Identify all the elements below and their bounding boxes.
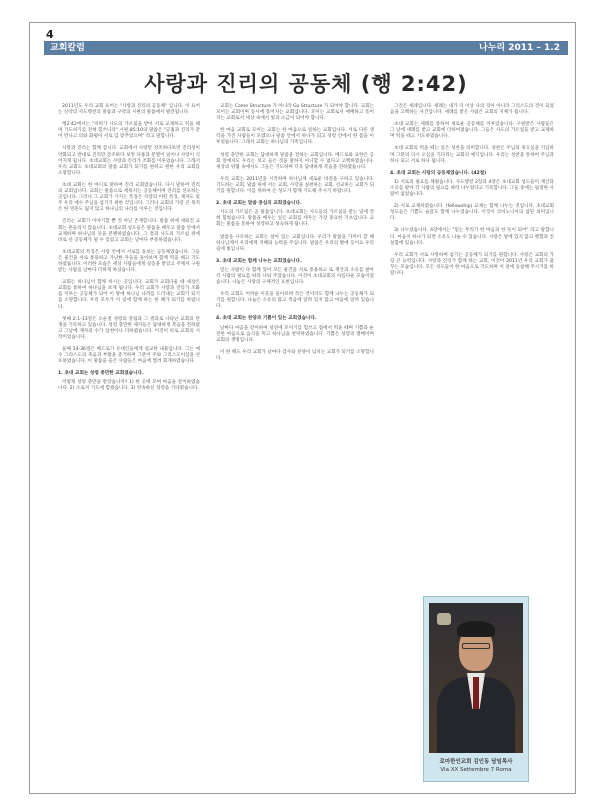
body-paragraph: 믿는 사람이 다 함께 있어 모든 물건을 서로 통용하고 또 재산과 소유를 팔아 각 사람의 필요를 따라 나눠 주었습니다. 이것이 초대교회의 아름다운 모습이었습니다. 나눔은 사랑의 구체적인 표현입니다. xyxy=(216,267,374,286)
body-paragraph: 말씀을 사모하는 교회는 살아 있는 교회입니다. 우리가 말씀을 가까이 할 때 하나님께서 우리에게 지혜와 능력을 주십니다. 말씀은 우리의 발에 등이요 우리 길에 빛입니다. xyxy=(216,234,374,252)
body-paragraph: 행2:42에서는 "저희가 사도의 가르침을 받아 서로 교제하고 떡을 떼며 기도하기를 전혀 힘쓰니라" 시편 85:10의 말씀은 "긍휼과 진리가 같이 만나고 의와 화평이 서로 입 맞추었으며" 라고 말합니다. xyxy=(58,122,200,140)
article-column-1 xyxy=(58,104,200,774)
section-heading: 4. 초대 교회는 찬양과 기쁨이 있는 교회였습니다. xyxy=(216,316,317,322)
body-paragraph: 초대 교회는 한 마디로 말하여 진리 교회였습니다. 다시 말하여 진리의 교회입니다. 교회는 말씀으로 세워지는 공동체이며 진리를 선포하는 곳입니다. 그러나 그 교회가 가지는 특징은 사랑의 어떤 특징, 제자도 및 주 우리 예수 주님을 섬기기 위한 것입니다. 그러나 교회의 가장 큰 목적은 한 영혼도 잃지 않고 하나님의 나라를 이루는 것입니다. xyxy=(58,182,200,213)
body-paragraph: 진리는 교회가 이야기할 뿐 것 아닌 존재합니다. 말씀 위에 세워진 교회는 흔들리지 않습니다. 초대교회 성도들은 말씀을 배우고 말씀 안에서 교제하며 하나님의 뜻을 분별하였습니다. 그 결과 사도의 가르침 위에 바로 선 공동체가 될 수 있었고 교회는 날마다 부흥하였습니다. xyxy=(58,219,200,243)
body-paragraph: 3) 나누었습니다. 4장에서는 "믿는 무리가 한 마음과 한 뜻이 되어" 라고 말합니다. 마음이 하나가 되면 소유도 나눌 수 있습니다. 사랑은 말에 있지 않고 행함과 진실함에 있습니다. xyxy=(390,228,554,246)
body-paragraph: 어떻게 성령 충만을 받았습니까? 1) 한 곳에 모여 마음을 같이하였습니다. 2) 오로지 기도에 힘썼습니다. 3) 약속하신 성령을 기다렸습니다. xyxy=(58,380,200,392)
article-column-2 xyxy=(216,104,374,774)
pastor-photo xyxy=(429,603,523,753)
section-heading: 2. 초대 교회는 말씀 중심의 교회였습니다. xyxy=(216,201,302,207)
pastor-photo-frame xyxy=(423,596,529,782)
section-heading: 3. 초대 교회는 함께 나누는 교회였습니다. xyxy=(216,258,302,264)
body-paragraph: 초대 교회의 떡을 떼는 일은 성찬을 의미합니다. 성찬은 주님의 죽으심을 기념하며 그분의 다시 오심을 기다리는 교회의 예식입니다. 우리는 성찬을 통하여 주님과 하나 되고 서로 하나 됩니다. xyxy=(390,146,554,164)
section-label: 교회칼럼 xyxy=(50,43,85,53)
photo-caption-name: 로마한인교회 김인동 담임목사 xyxy=(439,759,513,765)
body-paragraph: 1) 서로의 필요를 채웠습니다. 사도행전 2장과 4장은 초대교회 성도들이 재산과 소유를 팔아 각 사람의 필요를 따라 나누었다고 기록합니다. 그들 중에는 핍절한 사람이 없었습니다. xyxy=(390,179,554,198)
body-paragraph: 한 마음 교회로 모이는 교회는 한 마음으로 일하는 교회입니다. 서로 다른 생각을 가진 사람들이 모였으나 말씀 안에서 하나가 되고 성령 안에서 한 몸을 이루었습니다. 그래서 교회는 하나님의 가족입니다. xyxy=(216,128,374,146)
body-paragraph: 초대 교회는 세례를 통하여 새로운 공동체를 이루었습니다. 구원받은 사람들은 그 날에 세례를 받고 교회에 더하여졌습니다. 그들은 사도의 가르침을 받고 교제하며 떡을 떼고 기도하였습니다. xyxy=(390,122,554,140)
body-paragraph: 그것은 세례입니다. 세례는 내가 더 이상 나의 것이 아니라 그리스도의 것이 되었음을 고백하는 사건입니다. 세례를 받은 사람은 교회의 지체가 됩니다. xyxy=(390,104,554,116)
section-heading: 1. 초대 교회는 성령 충만한 교회였습니다. xyxy=(58,371,144,377)
body-paragraph: 교회는 하나님이 함께 하시는 곳입니다. 교회가 교회다울 때 세상은 교회를 통하여 하나님을 보게 됩니다. 우리 교회가 사랑과 진리가 조화를 이루는 공동체가 되어 이 땅에 하나님 나라를 드러내는 교회가 되기를 소망합니다. 우리 모두가 이 일에 함께 하는 한 해가 되기를 바랍니다. xyxy=(58,280,200,310)
body-paragraph: 우리 교회가 서로 사랑하며 섬기는 공동체가 되기를 원합니다. 사랑은 교회의 가장 큰 능력입니다. 사랑과 진리가 함께 하는 교회, 이것이 2011년 우리 교회가 꿈꾸는 모습입니다. 모든 성도들이 한 마음으로 기도하며 이 일에 동참해 주시기를 바랍니다. xyxy=(390,252,554,276)
body-paragraph: 날마다 마음을 같이하여 성전에 모이기를 힘쓰고 집에서 떡을 떼며 기쁨과 순전한 마음으로 음식을 먹고 하나님을 찬미하였습니다. 기쁨은 성령의 열매이며 교회의 생명입니다. xyxy=(216,325,374,343)
page-number: 4 xyxy=(46,28,54,41)
body-paragraph: 사랑과 진리는 함께 갑니다. 교회에서 사랑만 강조하다보면 진리성이 약화되고 반대로 진리만 강조하다 보면 다툼과 분열이 일어나 사랑이 식어지게 됩니다. 초대교회는 사랑과 진리가 조화를 이루었습니다. 그래서 우리 교회도 초대교회의 말씀 교회가 되기를 원하고 원한 우리 교회를 소망합니다. xyxy=(58,146,200,176)
body-paragraph: 2) 서로 교제하였습니다. (fellowship) 교제는 함께 나누는 것입니다. 초대교회 성도들은 기쁨도 슬픔도 함께 나누었습니다. 이것이 코이노니아의 참된 의미입니다. xyxy=(390,204,554,222)
body-paragraph: 성령 충만한 교회는 담대하게 말씀을 전하는 교회입니다. 베드로와 요한은 공회 앞에서도 우리는 보고 들은 것을 말하지 아니할 수 없다고 고백하였습니다. 세상의 위협 속에서도 그들은 기도하며 더욱 담대하게 복음을 전하였습니다. xyxy=(216,152,374,170)
body-paragraph: 우리 교회는 2011년을 시작하며 하나님께 새로운 비전을 구하고 있습니다. 기도하는 교회, 말씀 위에 서는 교회, 사랑을 실천하는 교회, 선교하는 교회가 되기를 원합니다. 이를 위하여 온 성도가 함께 기도해 주시기 바랍니다. xyxy=(216,176,375,195)
body-paragraph: 둘째 14-36절은 베드로가 유대인들에게 설교한 내용입니다. 그는 예수 그리스도의 죽음과 부활을 증거하며 그분이 주와 그리스도이심을 선포하였습니다. 이 말씀을 들은 사람들은 마음에 찔려 회개하였습니다. xyxy=(58,347,200,365)
body-paragraph: 2011년도 우리 교회 표어는 "사랑과 진리의 공동체" 입니다. 이 표어는 신약의 사도행전의 말씀과 구약의 시편의 말씀에서 발견됩니다. xyxy=(58,104,200,116)
section-heading: 4. 초대 교회는 사랑의 공동체였습니다. (42절) xyxy=(390,170,487,176)
photo-caption-address: Via XX Settembre 7 Roma xyxy=(440,767,512,773)
issue-label: 나누리 2011 – 1.2 xyxy=(479,43,560,53)
body-paragraph: 첫째 2:1-13절은 오순절 성령의 강림과 그 결과로 나타난 교회의 탄생을 기록하고 있습니다. 성령 충만한 제자들은 담대하게 복음을 전하였고 그날에 제자의 수가 삼천이나 더하였습니다. 이것이 바로 교회의 시작이었습니다. xyxy=(58,316,200,340)
body-paragraph: 교회는 Come Structure 가 아니라 Go Structure 가 되어야 합니다. 교회는 모이는 교회이며 동시에 흩어지는 교회입니다. 모이는 교회로서 예배하고 흩어지는 교회로서 세상 속에서 빛과 소금이 되어야 합니다. xyxy=(216,104,374,122)
body-paragraph: 이 한 해도 우리 교회가 날마다 감사와 찬양이 넘치는 교회가 되기를 소망합니다. xyxy=(216,349,374,361)
body-paragraph: 우리 교회도 어려운 이웃을 돌아보며 작은 것이라도 함께 나누는 공동체가 되기를 원합니다. 나눔은 소유의 많고 적음에 달려 있지 않고 마음에 달려 있습니다. xyxy=(216,292,374,310)
article-column-3 xyxy=(390,104,554,594)
body-paragraph: 사도의 가르침은 곧 말씀입니다. 초대교회는 사도들의 가르침을 받는 일에 전혀 힘썼습니다. 말씀을 배우는 일은 교회를 세우는 가장 중요한 기초입니다. 교회는 말씀을 통하여 성장하고 성숙하게 됩니다. xyxy=(216,210,374,228)
article-title: 사랑과 진리의 공동체 (행 2:42) xyxy=(144,72,468,96)
body-paragraph: 초대교회의 특징은 사랑 안에서 서로를 돌보는 공동체였습니다. 그들은 물건을 서로 통용하고 가난한 자들을 돌아보며 함께 떡을 떼고 기도하였습니다. 이러한 모습은 세상 사람들에게 칭송을 받았고 주께서 구원받는 사람을 날마다 더하게 하셨습니다. xyxy=(58,249,200,274)
header-bar xyxy=(44,41,568,55)
